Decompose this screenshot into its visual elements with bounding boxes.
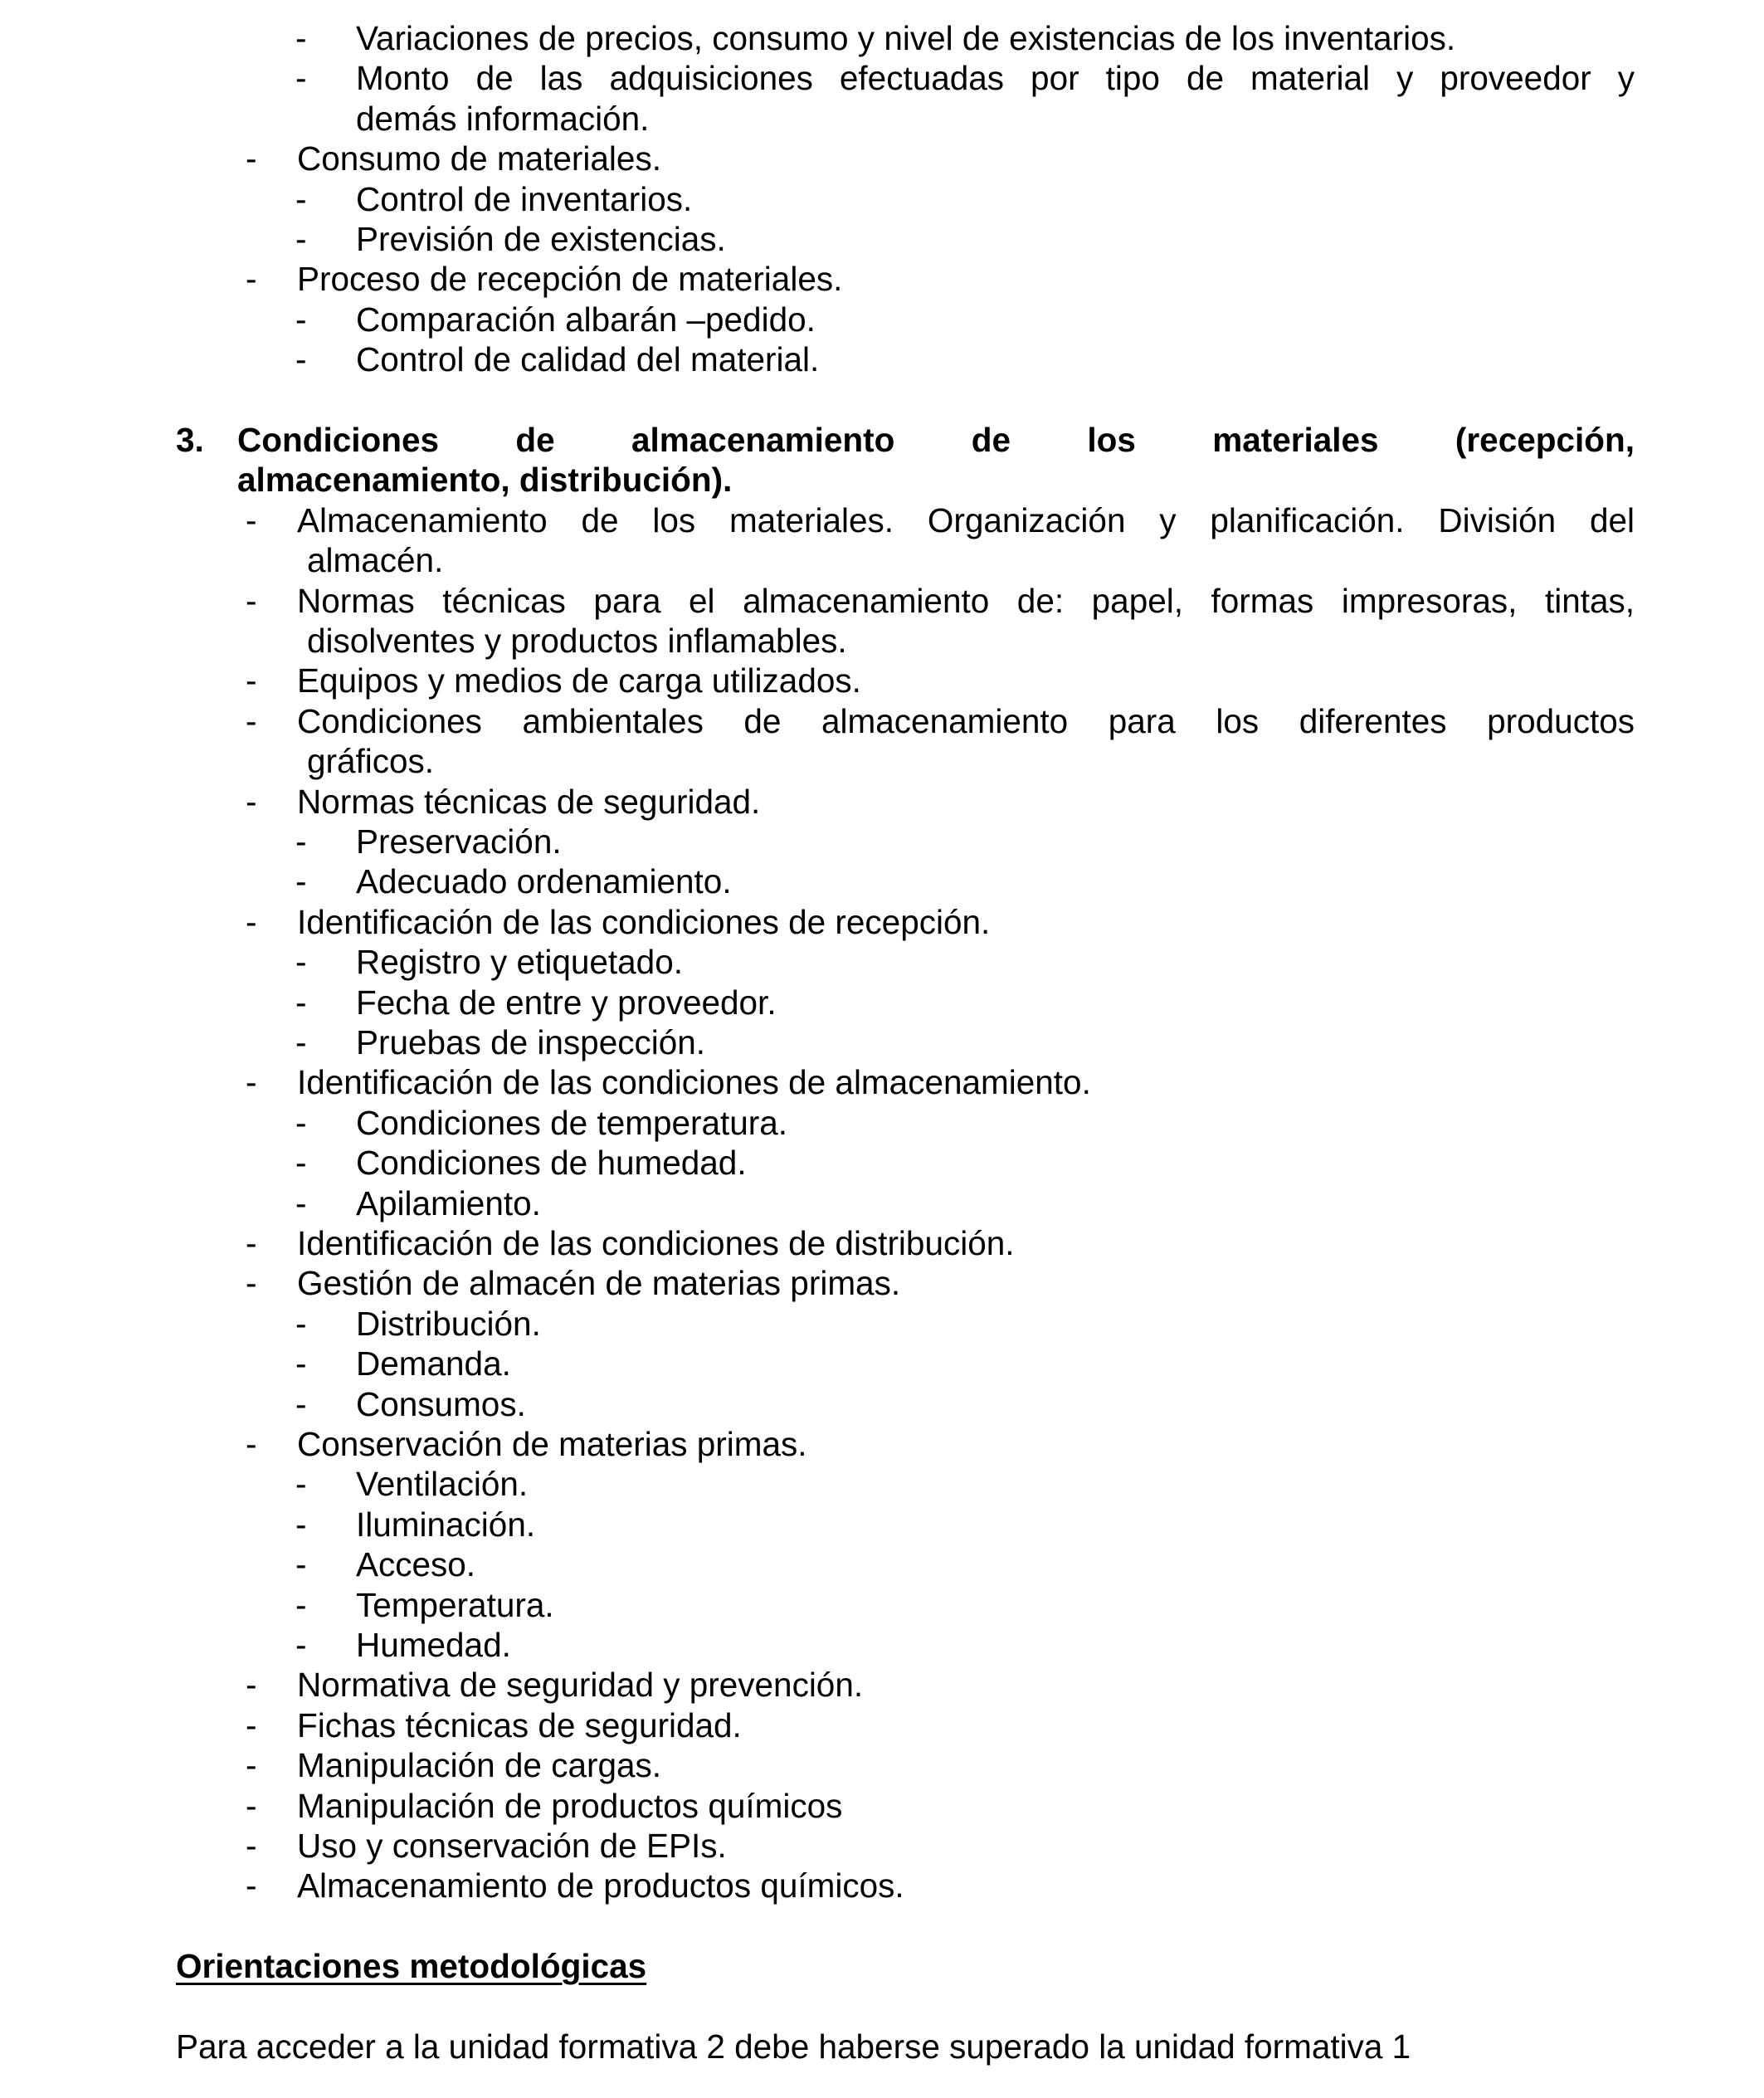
list-dash: - xyxy=(246,1866,257,1905)
sub-list-item: Control de calidad del material. xyxy=(356,340,820,379)
list-dash: - xyxy=(295,300,307,339)
list-dash: - xyxy=(295,822,307,861)
list-dash: - xyxy=(295,1465,307,1504)
list-dash: - xyxy=(246,661,257,700)
list-dash: - xyxy=(295,1505,307,1544)
sub-list-item: Comparación albarán –pedido. xyxy=(356,300,816,339)
sub-list-item: Ventilación. xyxy=(356,1465,529,1504)
section-title-continuation: almacenamiento, distribución). xyxy=(237,461,733,500)
list-dash: - xyxy=(295,1304,307,1343)
list-dash: - xyxy=(246,1705,257,1744)
list-item: Gestión de almacén de materias primas. xyxy=(297,1264,901,1303)
list-item: Conservación de materias primas. xyxy=(297,1425,807,1463)
list-dash: - xyxy=(295,1183,307,1222)
list-item: Normas técnicas para el almacenamiento de: papel, formas impresoras, tintas, xyxy=(297,581,1635,620)
list-dash: - xyxy=(246,1425,257,1463)
sub-list-item-continuation: demás información. xyxy=(356,99,650,138)
list-item: Normativa de seguridad y prevención. xyxy=(297,1666,864,1705)
sub-list-item: Demanda. xyxy=(356,1344,511,1383)
list-dash: - xyxy=(246,701,257,740)
list-dash: - xyxy=(246,902,257,941)
sub-list-item: Adecuado ordenamiento. xyxy=(356,862,732,901)
list-item: Almacenamiento de productos químicos. xyxy=(297,1866,904,1905)
list-dash: - xyxy=(295,1626,307,1664)
list-dash: - xyxy=(295,1384,307,1423)
section-title: Condiciones de almacenamiento de los materiales (recepción, xyxy=(237,421,1635,459)
list-dash: - xyxy=(246,1786,257,1825)
list-item: Proceso de recepción de materiales. xyxy=(297,260,843,299)
list-dash: - xyxy=(295,179,307,218)
list-dash: - xyxy=(295,862,307,901)
list-dash: - xyxy=(246,139,257,178)
list-item: Identificación de las condiciones de recepción. xyxy=(297,902,991,941)
list-item: Almacenamiento de los materiales. Organización y planificación. División del xyxy=(297,500,1635,539)
list-dash: - xyxy=(295,983,307,1022)
list-item-continuation: disolventes y productos inflamables. xyxy=(307,622,847,660)
sub-list-item: Distribución. xyxy=(356,1304,541,1343)
list-item: Uso y conservación de EPIs. xyxy=(297,1827,727,1865)
list-dash: - xyxy=(295,340,307,379)
list-dash: - xyxy=(246,1224,257,1262)
list-dash: - xyxy=(295,220,307,258)
section-number: 3. xyxy=(176,421,204,459)
list-dash: - xyxy=(246,1264,257,1303)
list-dash: - xyxy=(246,1827,257,1865)
sub-list-item: Humedad. xyxy=(356,1626,511,1664)
list-item: Normas técnicas de seguridad. xyxy=(297,782,761,821)
list-dash: - xyxy=(295,59,307,98)
sub-list-item: Condiciones de temperatura. xyxy=(356,1103,788,1142)
list-dash: - xyxy=(295,1344,307,1383)
sub-list-item: Pruebas de inspección. xyxy=(356,1023,706,1061)
list-item: Identificación de las condiciones de almacenamiento. xyxy=(297,1063,1091,1102)
list-dash: - xyxy=(295,1023,307,1061)
sub-list-item: Consumos. xyxy=(356,1384,526,1423)
sub-list-item: Control de inventarios. xyxy=(356,179,693,218)
sub-list-item: Temperatura. xyxy=(356,1585,554,1624)
list-dash: - xyxy=(246,500,257,539)
sub-list-item: Apilamiento. xyxy=(356,1183,541,1222)
sub-list-item: Condiciones de humedad. xyxy=(356,1144,747,1183)
sub-list-item: Registro y etiquetado. xyxy=(356,943,683,982)
list-dash: - xyxy=(295,943,307,982)
list-item: Consumo de materiales. xyxy=(297,139,661,178)
list-item: Fichas técnicas de seguridad. xyxy=(297,1705,742,1744)
list-item: Manipulación de cargas. xyxy=(297,1746,662,1785)
sub-list-item: Acceso. xyxy=(356,1545,476,1584)
list-dash: - xyxy=(295,1585,307,1624)
list-dash: - xyxy=(246,1063,257,1102)
list-dash: - xyxy=(246,1746,257,1785)
list-dash: - xyxy=(246,260,257,299)
sub-list-item: Monto de las adquisiciones efectuadas por tipo de material y proveedor y xyxy=(356,59,1635,98)
list-dash: - xyxy=(246,782,257,821)
list-item: Condiciones ambientales de almacenamiento para los diferentes productos xyxy=(297,701,1635,740)
section-heading: Orientaciones metodológicas xyxy=(176,1947,647,1986)
list-item: Manipulación de productos químicos xyxy=(297,1786,843,1825)
list-dash: - xyxy=(246,1666,257,1705)
list-dash: - xyxy=(295,1545,307,1584)
list-dash: - xyxy=(246,581,257,620)
sub-list-item: Previsión de existencias. xyxy=(356,220,726,258)
list-dash: - xyxy=(295,1144,307,1183)
sub-list-item: Variaciones de precios, consumo y nivel de existencias de los inventarios. xyxy=(356,19,1456,57)
list-item-continuation: gráficos. xyxy=(307,742,435,781)
sub-list-item: Fecha de entre y proveedor. xyxy=(356,983,777,1022)
list-item: Identificación de las condiciones de distribución. xyxy=(297,1224,1015,1262)
list-dash: - xyxy=(295,19,307,57)
sub-list-item: Preservación. xyxy=(356,822,562,861)
paragraph: Para acceder a la unidad formativa 2 debe haberse superado la unidad formativa 1 xyxy=(176,2027,1411,2066)
sub-list-item: Iluminación. xyxy=(356,1505,536,1544)
list-dash: - xyxy=(295,1103,307,1142)
list-item: Equipos y medios de carga utilizados. xyxy=(297,661,861,700)
list-item-continuation: almacén. xyxy=(307,541,444,580)
